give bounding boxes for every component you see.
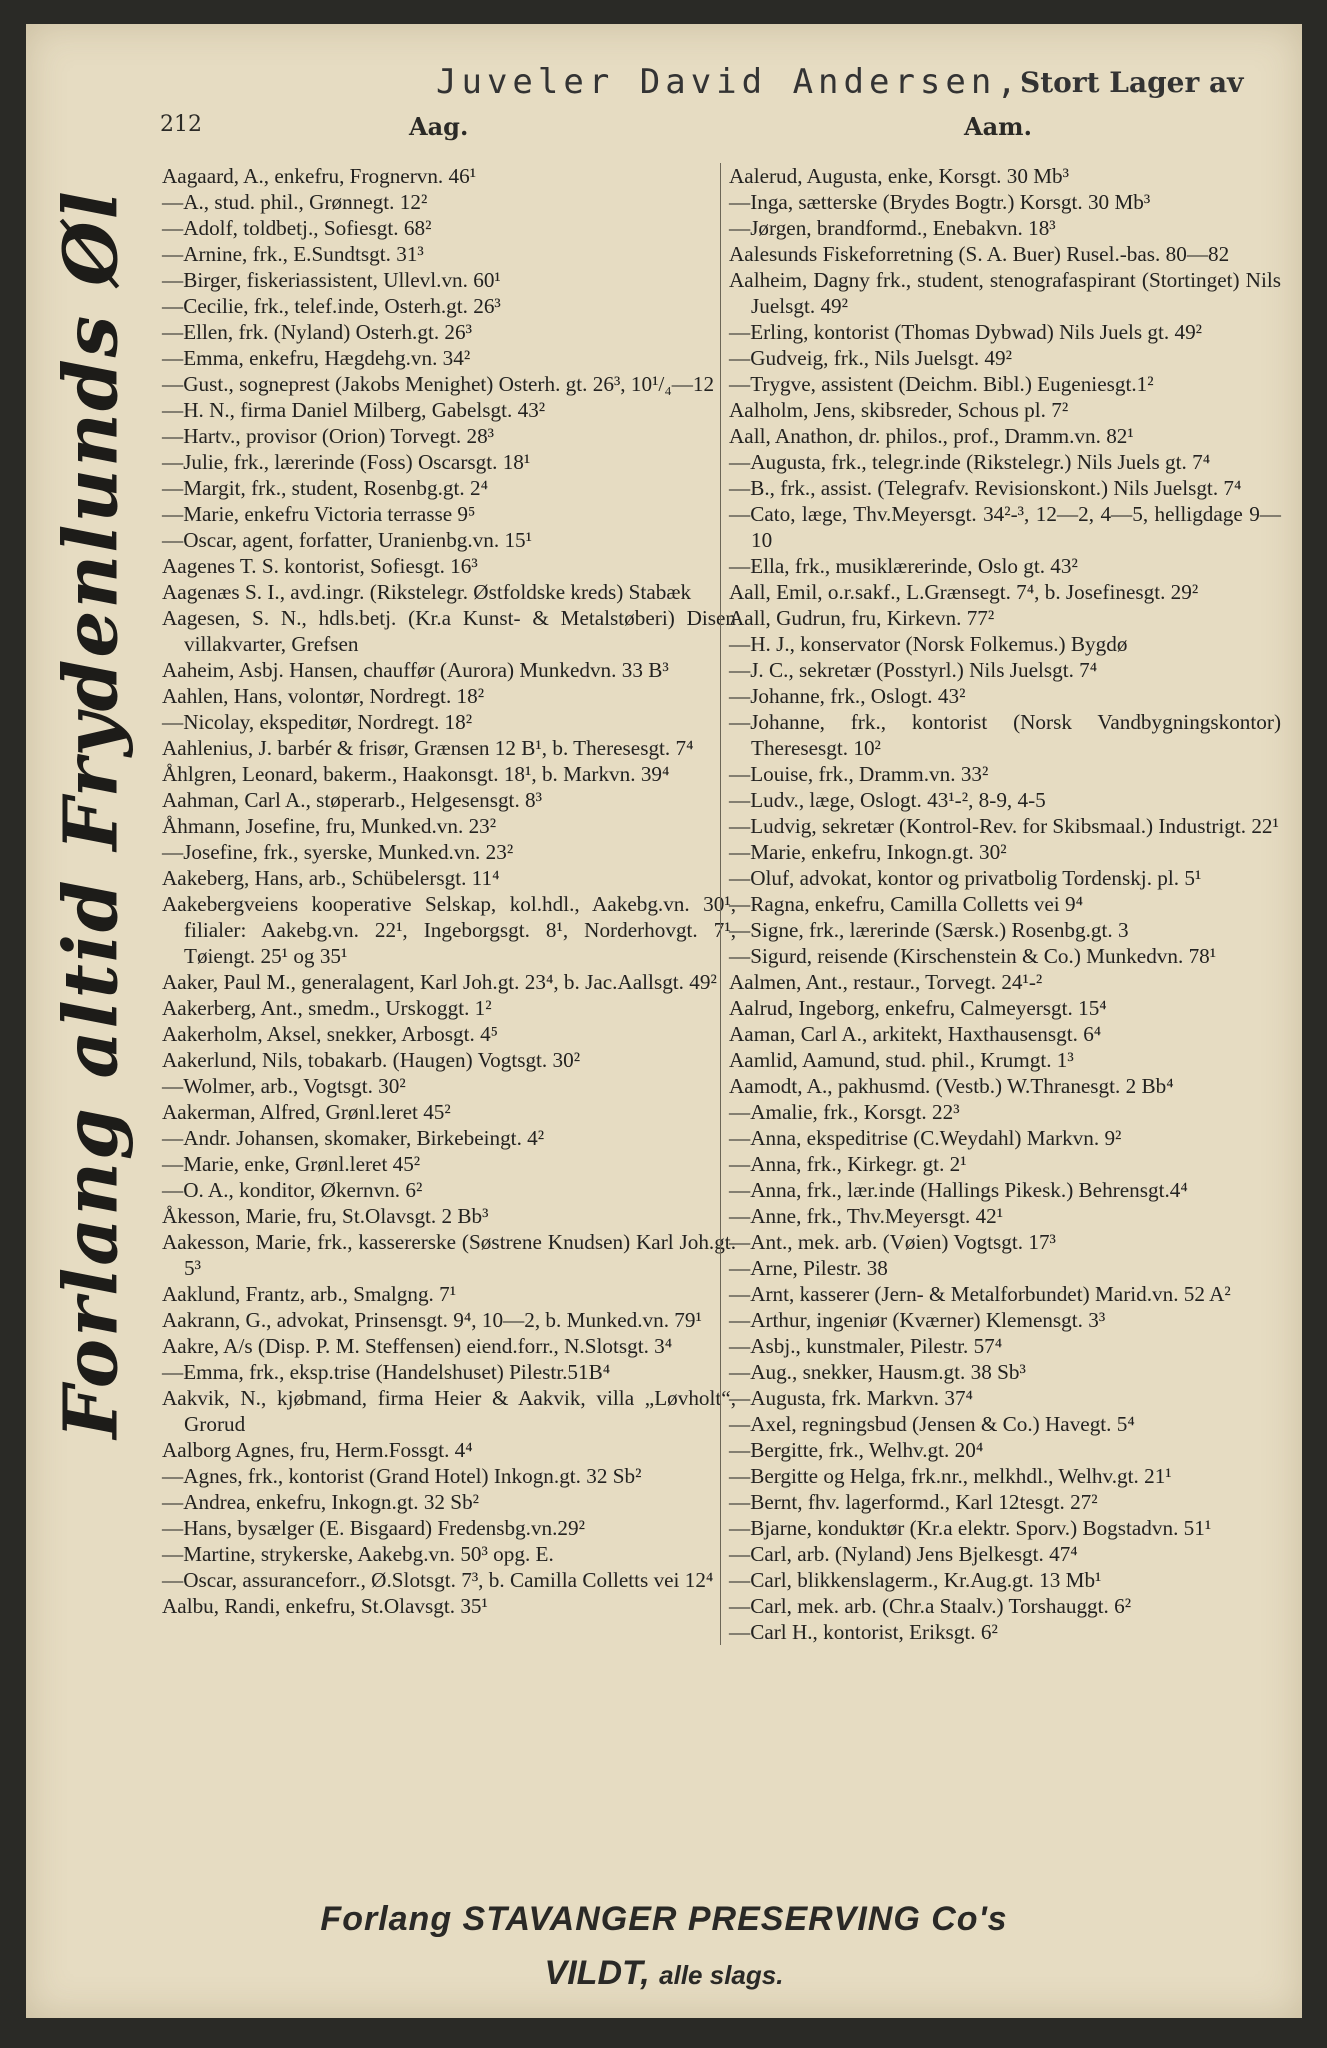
directory-entry: Aagaard, A., enkefru, Frognervn. 46¹ <box>162 164 477 188</box>
directory-entry: Aakre, A/s (Disp. P. M. Steffensen) eiend.forr., N.Slotsgt. 3⁴ <box>162 1334 673 1358</box>
directory-entry: —H. J., konservator (Norsk Folkemus.) Bygdø <box>729 632 1128 656</box>
directory-entry: Aakerholm, Aksel, snekker, Arbosgt. 4⁵ <box>162 1022 499 1046</box>
directory-entry: —Andrea, enkefru, Inkogn.gt. 32 Sb² <box>162 1490 480 1514</box>
directory-entry: —Jørgen, brandformd., Enebakvn. 18³ <box>729 216 1056 240</box>
left-column <box>162 163 736 1619</box>
directory-entry: Åkesson, Marie, fru, St.Olavsgt. 2 Bb³ <box>162 1204 489 1228</box>
directory-entry: Aakeberg, Hans, arb., Schübelersgt. 11⁴ <box>162 866 500 890</box>
directory-entry: —Oluf, advokat, kontor og privatbolig Tordenskj. pl. 5¹ <box>729 866 1202 890</box>
directory-entry: —Gust., sogneprest (Jakobs Menighet) Osterh. gt. 26³, 10¹/₄—12 <box>162 372 715 396</box>
header-ad-jeweler: Juveler David Andersen, <box>436 62 1022 102</box>
directory-entry: —Oscar, assuranceforr., Ø.Slotsgt. 7³, b. Camilla Colletts vei 12⁴ <box>162 1568 714 1592</box>
directory-entry: Aamlid, Aamund, stud. phil., Krumgt. 1³ <box>729 1048 1074 1072</box>
directory-entry: —Emma, frk., eksp.trise (Handelshuset) Pilestr.51B⁴ <box>162 1360 611 1384</box>
directory-entry: Aalrud, Ingeborg, enkefru, Calmeyersgt. 15⁴ <box>729 996 1107 1020</box>
directory-entry: —Augusta, frk. Markvn. 37⁴ <box>729 1386 973 1410</box>
footer-ad-alle-slags: alle slags. <box>659 1960 784 1990</box>
directory-entry: —Johanne, frk., kontorist (Norsk Vandbygningskontor) Theresesgt. 10² <box>729 710 1281 760</box>
directory-entry: —Bernt, fhv. lagerformd., Karl 12tesgt. 27² <box>729 1490 1098 1514</box>
directory-entry: —H. N., firma Daniel Milberg, Gabelsgt. 43² <box>162 398 546 422</box>
directory-entry: Aaman, Carl A., arkitekt, Haxthausensgt. 6⁴ <box>729 1022 1102 1046</box>
directory-entry: —J. C., sekretær (Posstyrl.) Nils Juelsgt. 7⁴ <box>729 658 1098 682</box>
directory-entry: —Anna, frk., Kirkegr. gt. 2¹ <box>729 1152 967 1176</box>
directory-entry: —Bjarne, konduktør (Kr.a elektr. Sporv.) Bogstadvn. 51¹ <box>729 1516 1212 1540</box>
directory-entry: Aahman, Carl A., støperarb., Helgesensgt. 8³ <box>162 788 542 812</box>
headword-right: Aam. <box>964 112 1032 141</box>
directory-entry: —Amalie, frk., Korsgt. 22³ <box>729 1100 960 1124</box>
directory-entry: Aalbu, Randi, enkefru, St.Olavsgt. 35¹ <box>162 1594 488 1618</box>
directory-entry: Aagesen, S. N., hdls.betj. (Kr.a Kunst- & Metalstøberi) Disen villakvarter, Grefsen <box>162 606 736 656</box>
directory-entry: —Carl H., kontorist, Eriksgt. 6² <box>729 1620 998 1644</box>
directory-entry: Aakerlund, Nils, tobakarb. (Haugen) Vogtsgt. 30² <box>162 1048 581 1072</box>
directory-entry: —Carl, blikkenslagerm., Kr.Aug.gt. 13 Mb¹ <box>729 1568 1102 1592</box>
right-column <box>720 163 1281 1645</box>
directory-entry: —Josefine, frk., syerske, Munked.vn. 23² <box>162 840 514 864</box>
directory-entry: —Oscar, agent, forfatter, Uranienbg.vn. 15¹ <box>162 528 533 552</box>
directory-entry: —Axel, regningsbud (Jensen & Co.) Havegt. 5⁴ <box>729 1412 1135 1436</box>
directory-entry: —Marie, enkefru, Inkogn.gt. 30² <box>729 840 1007 864</box>
directory-entry: —Gudveig, frk., Nils Juelsgt. 49² <box>729 346 1012 370</box>
directory-entry: —Marie, enke, Grønl.leret 45² <box>162 1152 421 1176</box>
directory-entry: —Arne, Pilestr. 38 <box>729 1256 888 1280</box>
directory-entry: —Anne, frk., Thv.Meyersgt. 42¹ <box>729 1204 1004 1228</box>
directory-entry: Aaker, Paul M., generalagent, Karl Joh.gt. 23⁴, b. Jac.Aallsgt. 49² <box>162 970 717 994</box>
directory-entry: —Hartv., provisor (Orion) Torvegt. 28³ <box>162 424 495 448</box>
directory-entry: —Anna, ekspeditrise (C.Weydahl) Markvn. 9² <box>729 1126 1122 1150</box>
directory-entry: —Cecilie, frk., telef.inde, Osterh.gt. 26³ <box>162 294 501 318</box>
directory-entry: —Ludvig, sekretær (Kontrol-Rev. for Skibsmaal.) Industrigt. 22¹ <box>729 814 1279 838</box>
directory-entry: —Agnes, frk., kontorist (Grand Hotel) Inkogn.gt. 32 Sb² <box>162 1464 642 1488</box>
footer-ad-vildt: VILDT, <box>544 1954 650 1992</box>
headword-left: Aag. <box>409 112 469 141</box>
directory-entry: Aahlenius, J. barbér & frisør, Grænsen 12 B¹, b. Theresesgt. 7⁴ <box>162 736 694 760</box>
directory-entry: Aaklund, Frantz, arb., Smalgng. 7¹ <box>162 1282 457 1306</box>
directory-entry: Aagenæs S. I., avd.ingr. (Rikstelegr. Østfoldske kreds) Stabæk <box>162 580 692 604</box>
directory-entry: —Adolf, toldbetj., Sofiesgt. 68² <box>162 216 432 240</box>
directory-entry: Aall, Emil, o.r.sakf., L.Grænsegt. 7⁴, b. Josefinesgt. 29² <box>729 580 1199 604</box>
directory-entry: Åhlgren, Leonard, bakerm., Haakonsgt. 18¹, b. Markvn. 39⁴ <box>162 762 670 786</box>
directory-entry: —Margit, frk., student, Rosenbg.gt. 2⁴ <box>162 476 488 500</box>
directory-entry: —Julie, frk., lærerinde (Foss) Oscarsgt. 18¹ <box>162 450 531 474</box>
directory-entry: —Aug., snekker, Hausm.gt. 38 Sb³ <box>729 1360 1026 1384</box>
directory-entry: —Arnt, kasserer (Jern- & Metalforbundet) Marid.vn. 52 A² <box>729 1282 1231 1306</box>
directory-entry: Åhmann, Josefine, fru, Munked.vn. 23² <box>162 814 497 838</box>
directory-entry: Aall, Anathon, dr. philos., prof., Dramm.vn. 82¹ <box>729 424 1134 448</box>
directory-entry: Aahlen, Hans, volontør, Nordregt. 18² <box>162 684 485 708</box>
directory-entry: Aalborg Agnes, fru, Herm.Fossgt. 4⁴ <box>162 1438 473 1462</box>
directory-entry: —Asbj., kunstmaler, Pilestr. 57⁴ <box>729 1334 1003 1358</box>
directory-entry: —Arnine, frk., E.Sundtsgt. 31³ <box>162 242 424 266</box>
directory-entry: Aakrann, G., advokat, Prinsensgt. 9⁴, 10—2, b. Munked.vn. 79¹ <box>162 1308 702 1332</box>
directory-entry: Aakerberg, Ant., smedm., Urskoggt. 1² <box>162 996 492 1020</box>
directory-entry: Aalerud, Augusta, enke, Korsgt. 30 Mb³ <box>729 164 1070 188</box>
directory-entry: —Carl, mek. arb. (Chr.a Staalv.) Torshauggt. 6² <box>729 1594 1132 1618</box>
directory-entry: —Erling, kontorist (Thomas Dybwad) Nils Juels gt. 49² <box>729 320 1203 344</box>
page-number: 212 <box>160 112 202 137</box>
sidebar-ad-text: Forlang altid Frydenlunds Øl <box>49 189 136 1439</box>
footer-ad-line2 <box>26 1954 1302 1993</box>
directory-entry: —Ragna, enkefru, Camilla Colletts vei 9⁴ <box>729 892 1083 916</box>
directory-entry: —Emma, enkefru, Hægdehg.vn. 34² <box>162 346 471 370</box>
directory-entry: Aalholm, Jens, skibsreder, Schous pl. 7² <box>729 398 1069 422</box>
header-ad-stock: Stort Lager av <box>1020 66 1244 99</box>
footer-ad-line1: Forlang STAVANGER PRESERVING Co's <box>320 1900 1008 1938</box>
directory-entry: —Arthur, ingeniør (Kværner) Klemensgt. 3³ <box>729 1308 1106 1332</box>
directory-entry: —Ant., mek. arb. (Vøien) Vogtsgt. 17³ <box>729 1230 1056 1254</box>
directory-entry: —Bergitte og Helga, frk.nr., melkhdl., Welhv.gt. 21¹ <box>729 1464 1172 1488</box>
directory-entry: —Sigurd, reisende (Kirschenstein & Co.) Munkedvn. 78¹ <box>729 944 1217 968</box>
directory-entry: —Cato, læge, Thv.Meyersgt. 34²-³, 12—2, 4—5, helligdage 9—10 <box>729 502 1281 552</box>
directory-entry: —Trygve, assistent (Deichm. Bibl.) Eugeniesgt.1² <box>729 372 1154 396</box>
directory-entry: —Anna, frk., lær.inde (Hallings Pikesk.) Behrensgt.4⁴ <box>729 1178 1188 1202</box>
directory-page <box>26 24 1302 2018</box>
page-header <box>26 62 1302 112</box>
directory-entry: —Ella, frk., musiklærerinde, Oslo gt. 43² <box>729 554 1078 578</box>
directory-entry: —Louise, frk., Dramm.vn. 33² <box>729 762 989 786</box>
directory-entry: Aall, Gudrun, fru, Kirkevn. 77² <box>729 606 995 630</box>
directory-entry: Aalmen, Ant., restaur., Torvegt. 24¹-² <box>729 970 1043 994</box>
directory-entry: —Hans, bysælger (E. Bisgaard) Fredensbg.vn.29² <box>162 1516 585 1540</box>
directory-entry: —Bergitte, frk., Welhv.gt. 20⁴ <box>729 1438 984 1462</box>
directory-entry: Aakesson, Marie, frk., kassererske (Søstrene Knudsen) Karl Joh.gt. 5³ <box>162 1230 736 1280</box>
directory-entry: —Carl, arb. (Nyland) Jens Bjelkesgt. 47⁴ <box>729 1542 1078 1566</box>
directory-entry: —Augusta, frk., telegr.inde (Rikstelegr.) Nils Juels gt. 7⁴ <box>729 450 1211 474</box>
directory-entry: Aagenes T. S. kontorist, Sofiesgt. 16³ <box>162 554 478 578</box>
directory-entry: Aamodt, A., pakhusmd. (Vestb.) W.Thranesgt. 2 Bb⁴ <box>729 1074 1174 1098</box>
directory-entry: Aakerman, Alfred, Grønl.leret 45² <box>162 1100 451 1124</box>
directory-entry: Aakebergveiens kooperative Selskap, kol.hdl., Aakebg.vn. 30¹, filialer: Aakebg.vn. 22¹, Ingeborgsgt. 8¹, Norderhovgt. 7¹, Tøiengt. 25¹ og 35¹ <box>162 892 736 968</box>
directory-entry: —Nicolay, ekspeditør, Nordregt. 18² <box>162 710 473 734</box>
directory-entry: —Johanne, frk., Oslogt. 43² <box>729 684 966 708</box>
directory-entry: —O. A., konditor, Økernvn. 6² <box>162 1178 423 1202</box>
directory-entry: —Wolmer, arb., Vogtsgt. 30² <box>162 1074 406 1098</box>
directory-entry: Aalheim, Dagny frk., student, stenografaspirant (Stortinget) Nils Juelsgt. 49² <box>729 268 1281 318</box>
sidebar-advertisement <box>42 154 142 1474</box>
directory-entry: —Andr. Johansen, skomaker, Birkebeingt. 4² <box>162 1126 545 1150</box>
directory-entry: —Marie, enkefru Victoria terrasse 9⁵ <box>162 502 476 526</box>
directory-entry: —B., frk., assist. (Telegrafv. Revisionskont.) Nils Juelsgt. 7⁴ <box>729 476 1242 500</box>
directory-entry: —Signe, frk., lærerinde (Særsk.) Rosenbg.gt. 3 <box>729 918 1129 942</box>
directory-entry: —Birger, fiskeriassistent, Ullevl.vn. 60¹ <box>162 268 501 292</box>
directory-entry: Aakvik, N., kjøbmand, firma Heier & Aakvik, villa „Løvholt“, Grorud <box>162 1386 736 1436</box>
directory-entry: —Inga, sætterske (Brydes Bogtr.) Korsgt. 30 Mb³ <box>729 190 1151 214</box>
directory-entry: —Ludv., læge, Oslogt. 43¹-², 8-9, 4-5 <box>729 788 1046 812</box>
directory-entry: Aaheim, Asbj. Hansen, chauffør (Aurora) Munkedvn. 33 B³ <box>162 658 669 682</box>
directory-entry: —Ellen, frk. (Nyland) Osterh.gt. 26³ <box>162 320 472 344</box>
directory-entry: Aalesunds Fiskeforretning (S. A. Buer) Rusel.-bas. 80—82 <box>729 242 1230 266</box>
directory-entry: —Martine, strykerske, Aakebg.vn. 50³ opg. E. <box>162 1542 554 1566</box>
directory-entry: —A., stud. phil., Grønnegt. 12² <box>162 190 428 214</box>
